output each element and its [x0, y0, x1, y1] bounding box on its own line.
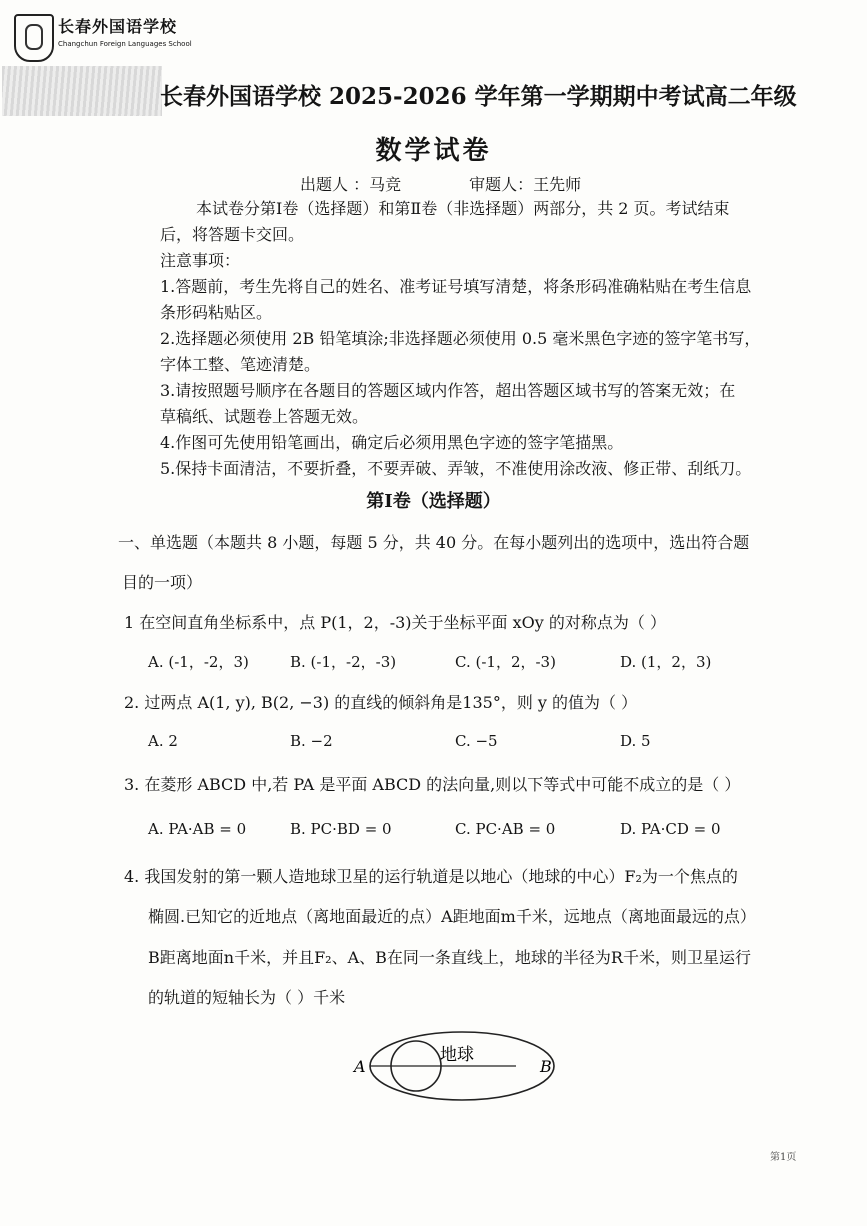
author-line	[300, 172, 581, 195]
page-mark: 第1页	[770, 1152, 797, 1163]
question-3-option-c: C. PC·AB = 0	[455, 820, 556, 838]
paper-title: 数学试卷	[375, 136, 492, 166]
question-3-option-d: D. PA·CD = 0	[620, 820, 721, 838]
question-1-option-d: D. (1，2，3)	[620, 653, 712, 671]
note-line: 字体工整、笔迹清楚。	[160, 355, 321, 374]
note-line: 草稿纸、试题卷上答题无效。	[160, 407, 369, 426]
section-title: 第Ⅰ卷（选择题）	[366, 491, 501, 512]
point-b-label: B	[540, 1057, 552, 1076]
intro-line-1: 本试卷分第Ⅰ卷（选择题）和第Ⅱ卷（非选择题）两部分，共 2 页。考试结束	[196, 199, 730, 218]
question-1-option-b: B. (-1，-2，-3)	[290, 653, 397, 671]
part-heading-line-1: 一、单选题（本题共 8 小题，每题 5 分，共 40 分。在每小题列出的选项中，选出符合题	[118, 533, 750, 552]
point-a-label: A	[354, 1057, 366, 1076]
question-1-option-a: A. (-1，-2，3)	[148, 653, 249, 671]
earth-label: 地球	[440, 1045, 474, 1065]
question-4-line-1: 4. 我国发射的第一颗人造地球卫星的运行轨道是以地心（地球的中心）F₂为一个焦点的	[124, 867, 738, 886]
logo-text-en: Changchun Foreign Languages School	[58, 40, 192, 48]
note-line: 条形码粘贴区。	[160, 303, 273, 322]
part-heading-line-2: 目的一项）	[122, 573, 203, 592]
note-line: 5.保持卡面清洁，不要折叠，不要弄破、弄皱，不准使用涂改液、修正带、刮纸刀。	[160, 459, 752, 478]
school-exam-title: 长春外国语学校 2025-2026 学年第一学期期中考试高二年级	[160, 83, 797, 110]
question-3-stem: 3. 在菱形 ABCD 中,若 PA 是平面 ABCD 的法向量,则以下等式中可能不成立的是（ ）	[124, 775, 741, 794]
logo-text-cn: 长春外国语学校	[58, 17, 178, 36]
question-2-stem: 2. 过两点 A(1, y), B(2, −3) 的直线的倾斜角是135°，则 y 的值为（ ）	[124, 693, 638, 712]
question-1-stem: 1 在空间直角坐标系中，点 P(1，2，-3)关于坐标平面 xOy 的对称点为（ ）	[124, 613, 666, 632]
school-seal-icon	[14, 14, 54, 62]
reviewer-label: 审题人：王先师	[469, 175, 582, 194]
question-4-line-3: B距离地面n千米，并且F₂、A、B在同一条直线上，地球的半径为R千米，则卫星运行	[148, 948, 751, 967]
question-2-option-b: B. −2	[290, 732, 333, 750]
note-line: 3.请按照题号顺序在各题目的答题区域内作答，超出答题区域书写的答案无效；在	[160, 381, 736, 400]
question-3-option-b: B. PC·BD = 0	[290, 820, 392, 838]
question-2-option-c: C. −5	[455, 732, 498, 750]
note-line: 2.选择题必须使用 2B 铅笔填涂;非选择题必须使用 0.5 毫米黑色字迹的签字笔书写，	[160, 329, 761, 348]
scan-smudge	[2, 66, 162, 116]
question-2-option-d: D. 5	[620, 732, 651, 750]
note-line: 4.作图可先使用铅笔画出，确定后必须用黑色字迹的签字笔描黑。	[160, 433, 624, 452]
question-1-option-c: C. (-1，2，-3)	[455, 653, 556, 671]
question-2-option-a: A. 2	[148, 732, 178, 750]
notice-title: 注意事项：	[160, 251, 241, 270]
question-4-line-4: 的轨道的短轴长为（ ）千米	[148, 988, 346, 1007]
setter-label: 出题人 ：马竞	[300, 175, 402, 194]
orbit-diagram	[350, 1024, 570, 1104]
question-4-line-2: 椭圆.已知它的近地点（离地面最近的点）A距地面m千米，远地点（离地面最远的点）	[148, 907, 756, 926]
school-logo	[10, 10, 192, 66]
intro-line-2: 后，将答题卡交回。	[160, 225, 305, 244]
note-line: 1.答题前，考生先将自己的姓名、准考证号填写清楚，将条形码准确粘贴在考生信息	[160, 277, 752, 296]
question-3-option-a: A. PA·AB = 0	[148, 820, 247, 838]
